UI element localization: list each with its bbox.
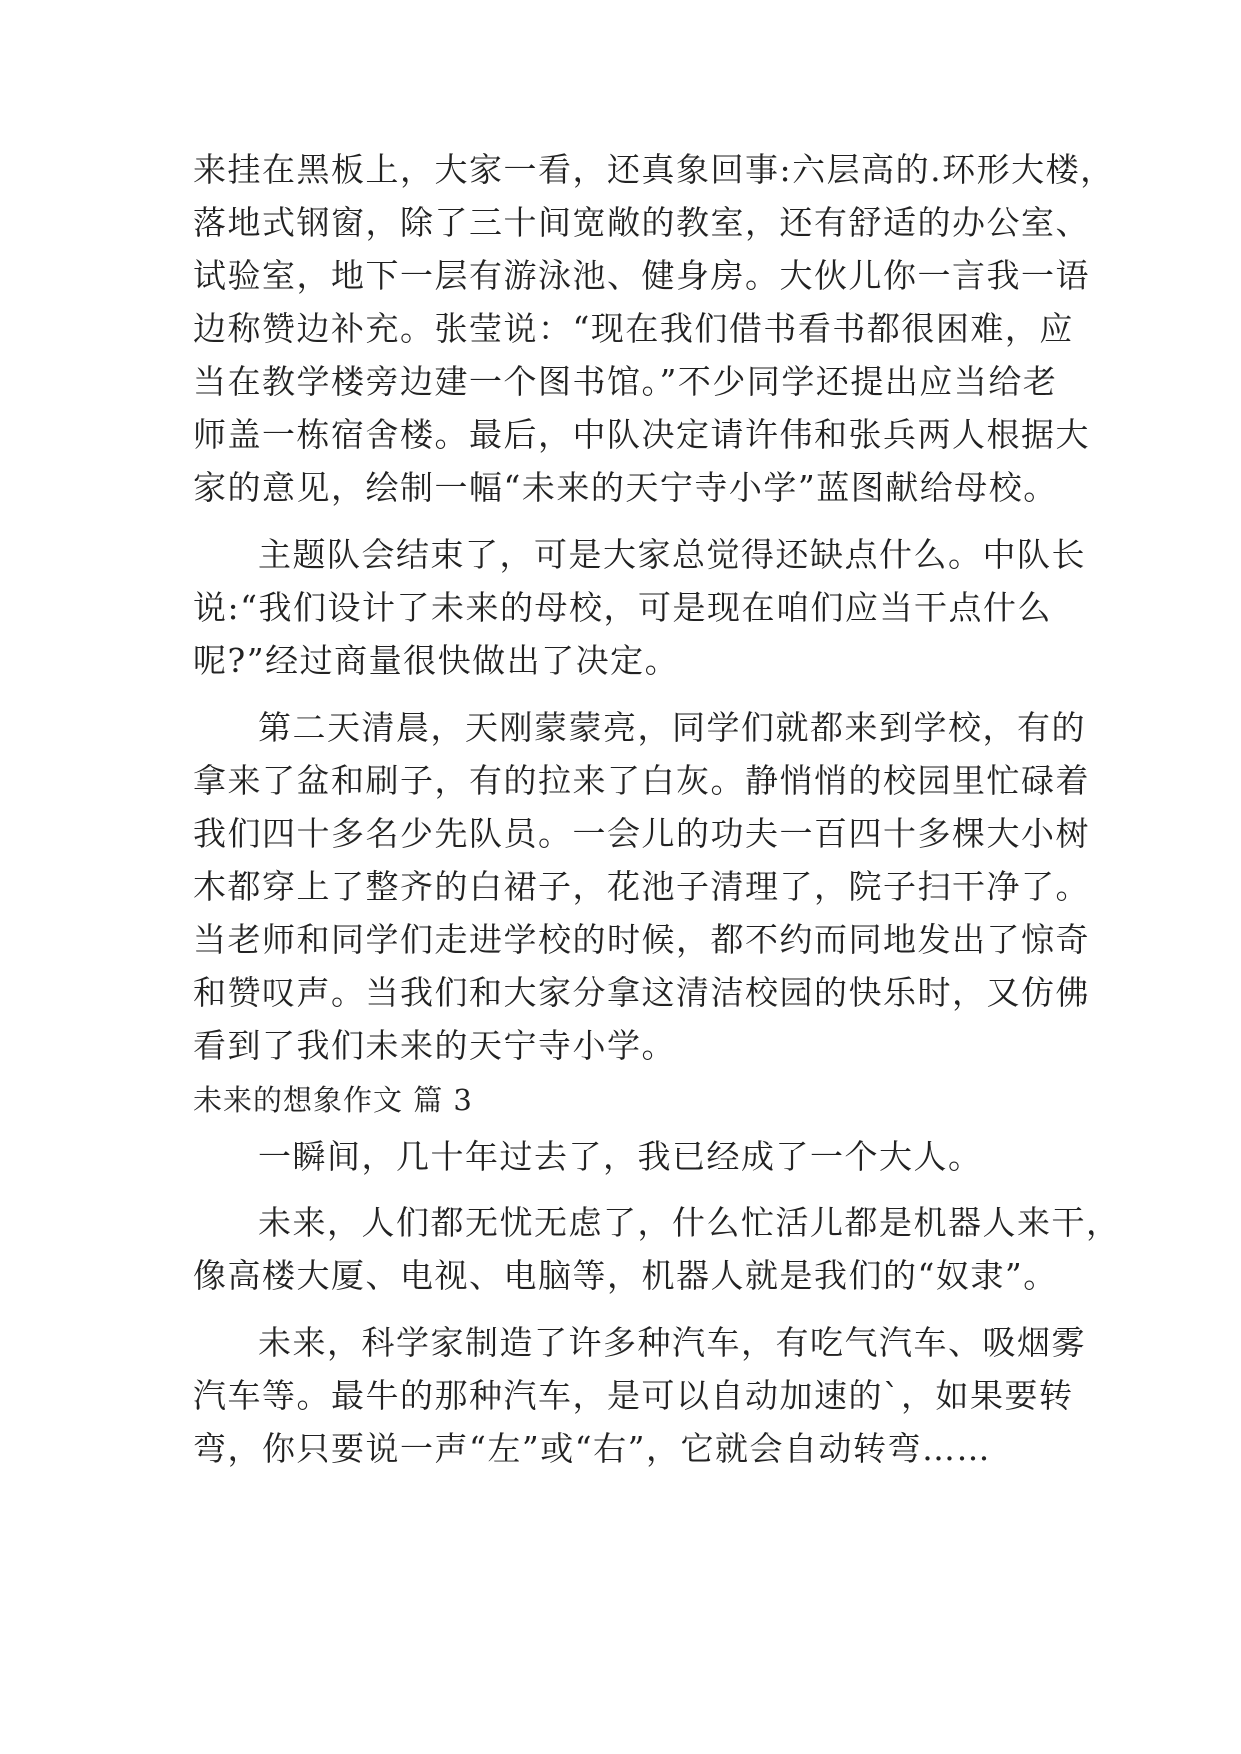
paragraph-2-line-1: 主题队会结束了，可是大家总觉得还缺点什么。中队长 [258, 535, 1086, 574]
paragraph-3-line-3: 我们四十多名少先队员。一会儿的功夫一百四十多棵大小树 [193, 814, 1090, 853]
paragraph-6-line-3: 弯，你只要说一声“左”或“右”，它就会自动转弯…… [193, 1429, 991, 1468]
paragraph-3-line-2: 拿来了盆和刷子，有的拉来了白灰。静悄悄的校园里忙碌着 [193, 761, 1090, 800]
paragraph-1-line-3: 试验室，地下一层有游泳池、健身房。大伙儿你一言我一语 [193, 256, 1090, 295]
paragraph-1-line-4: 边称赞边补充。张莹说：“现在我们借书看书都很困难，应 [193, 309, 1074, 348]
paragraph-1-line-1: 来挂在黑板上，大家一看，还真象回事:六层高的.环形大楼， [193, 150, 1115, 189]
paragraph-3-line-4: 木都穿上了整齐的白裙子，花池子清理了，院子扫干净了。 [193, 867, 1090, 906]
paragraph-6-line-1: 未来，科学家制造了许多种汽车，有吃气汽车、吸烟雾 [258, 1323, 1086, 1362]
paragraph-5-line-1: 未来，人们都无忧无虑了，什么忙活儿都是机器人来干， [258, 1203, 1121, 1242]
paragraph-3-line-7: 看到了我们未来的天宁寺小学。 [193, 1026, 676, 1065]
paragraph-2-line-2: 说:“我们设计了未来的母校，可是现在咱们应当干点什么 [193, 588, 1052, 627]
paragraph-5-line-2: 像高楼大厦、电视、电脑等，机器人就是我们的“奴隶”。 [193, 1256, 1058, 1295]
paragraph-3-line-5: 当老师和同学们走进学校的时候，都不约而同地发出了惊奇 [193, 920, 1090, 959]
section-heading: 未来的想象作文 篇 3 [193, 1083, 473, 1117]
paragraph-3-line-1: 第二天清晨，天刚蒙蒙亮，同学们就都来到学校，有的 [258, 708, 1086, 747]
paragraph-4-line-1: 一瞬间，几十年过去了，我已经成了一个大人。 [258, 1137, 983, 1176]
paragraph-2-line-3: 呢?”经过商量很快做出了决定。 [193, 641, 680, 680]
paragraph-3-line-6: 和赞叹声。当我们和大家分拿这清洁校园的快乐时，又仿佛 [193, 973, 1090, 1012]
paragraph-1-line-7: 家的意见，绘制一幅“未来的天宁寺小学”蓝图献给母校。 [193, 468, 1058, 507]
paragraph-6-line-2: 汽车等。最牛的那种汽车，是可以自动加速的`，如果要转 [193, 1376, 1074, 1415]
paragraph-1-line-6: 师盖一栋宿舍楼。最后，中队决定请许伟和张兵两人根据大 [193, 415, 1090, 454]
paragraph-1-line-5: 当在教学楼旁边建一个图书馆。”不少同学还提出应当给老 [193, 362, 1058, 401]
paragraph-1-line-2: 落地式钢窗，除了三十间宽敞的教室，还有舒适的办公室、 [193, 203, 1090, 242]
